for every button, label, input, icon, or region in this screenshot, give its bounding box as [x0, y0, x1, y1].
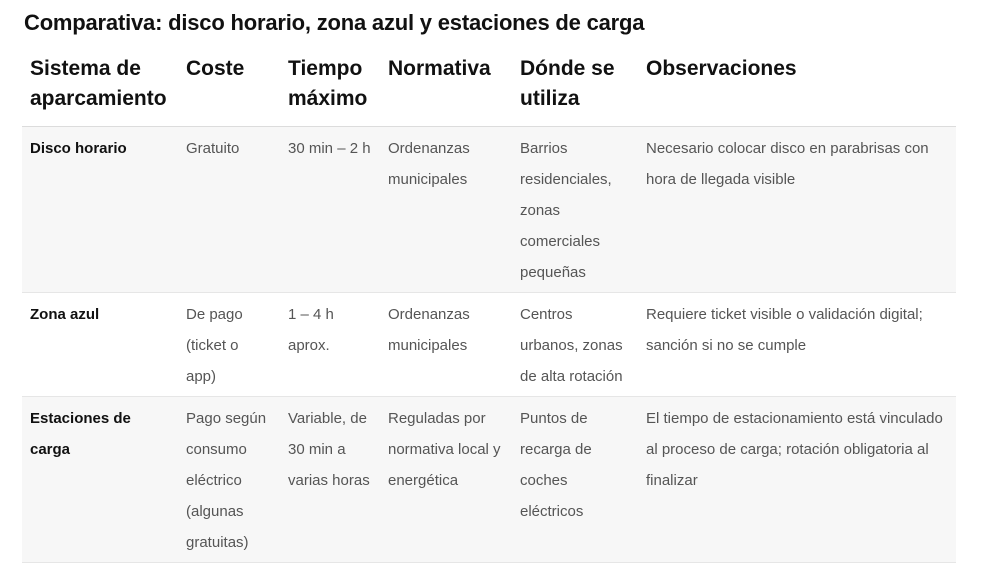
table-row — [22, 293, 956, 397]
header-coste: Coste — [178, 50, 280, 127]
cell-donde: Puntos de recarga de coches eléctricos — [512, 397, 638, 563]
header-observaciones: Observaciones — [638, 50, 956, 127]
cell-sistema: Estaciones de carga — [22, 397, 178, 563]
header-donde: Dónde se utiliza — [512, 50, 638, 127]
cell-normativa: Ordenanzas municipales — [380, 127, 512, 293]
cell-tiempo: 1 – 4 h aprox. — [280, 293, 380, 397]
comparison-table — [22, 50, 956, 563]
page-title: Comparativa: disco horario, zona azul y estaciones de carga — [24, 10, 645, 35]
cell-sistema: Disco horario — [22, 127, 178, 293]
cell-normativa: Ordenanzas municipales — [380, 293, 512, 397]
cell-coste: De pago (ticket o app) — [178, 293, 280, 397]
cell-coste: Pago según consumo eléctrico (algunas gratuitas) — [178, 397, 280, 563]
cell-observaciones: Necesario colocar disco en parabrisas con hora de llegada visible — [638, 127, 956, 293]
cell-tiempo: 30 min – 2 h — [280, 127, 380, 293]
cell-normativa: Reguladas por normativa local y energética — [380, 397, 512, 563]
table-row — [22, 127, 956, 293]
header-tiempo: Tiempo máximo — [280, 50, 380, 127]
cell-observaciones: El tiempo de estacionamiento está vinculado al proceso de carga; rotación obligatoria al finalizar — [638, 397, 956, 563]
header-sistema: Sistema de aparcamiento — [22, 50, 178, 127]
cell-observaciones: Requiere ticket visible o validación digital; sanción si no se cumple — [638, 293, 956, 397]
cell-tiempo: Variable, de 30 min a varias horas — [280, 397, 380, 563]
table-row — [22, 397, 956, 563]
table-header-row — [22, 50, 956, 127]
cell-donde: Barrios residenciales, zonas comerciales pequeñas — [512, 127, 638, 293]
cell-sistema: Zona azul — [22, 293, 178, 397]
cell-coste: Gratuito — [178, 127, 280, 293]
header-normativa: Normativa — [380, 50, 512, 127]
cell-donde: Centros urbanos, zonas de alta rotación — [512, 293, 638, 397]
